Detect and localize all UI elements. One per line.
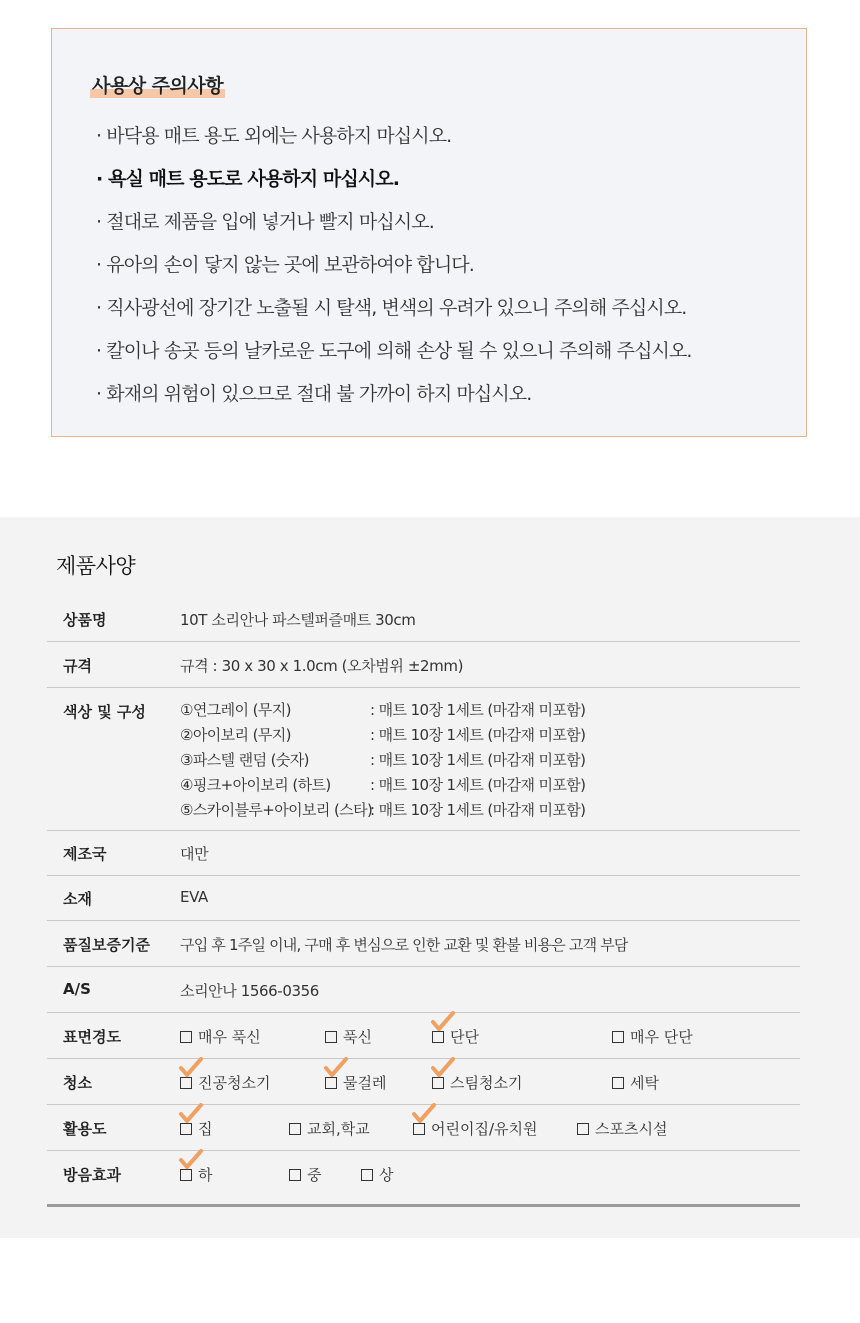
spec-row-size xyxy=(47,642,800,688)
option-hardness-1 xyxy=(325,1026,372,1047)
checkbox-icon xyxy=(180,1123,192,1135)
spec-row-usage xyxy=(47,1105,800,1151)
row-label: 표면경도 xyxy=(63,1028,121,1046)
option-label: 스팀청소기 xyxy=(450,1074,523,1092)
caution-title-text: 사용상 주의사항 xyxy=(92,75,224,97)
composition-name: ⑤스카이블루+아이보리 (스타) xyxy=(180,801,373,819)
caution-box xyxy=(51,28,807,437)
composition-desc: : 매트 10장 1세트 (마감재 미포함) xyxy=(370,726,586,744)
spec-row-origin xyxy=(47,831,800,876)
check-mark-icon xyxy=(430,1010,456,1032)
row-label: 청소 xyxy=(63,1074,92,1092)
option-usage-3 xyxy=(577,1118,667,1139)
caution-item: · 직사광선에 장기간 노출될 시 탈색, 변색의 우려가 있으니 주의해 주십시오. xyxy=(96,297,687,319)
option-soundproof-0 xyxy=(180,1164,213,1185)
option-label: 하 xyxy=(198,1166,213,1184)
checkbox-icon xyxy=(432,1077,444,1089)
option-usage-2 xyxy=(413,1118,538,1139)
row-label: 제조국 xyxy=(63,845,107,863)
composition-desc: : 매트 10장 1세트 (마감재 미포함) xyxy=(370,801,586,819)
caution-title xyxy=(92,73,223,99)
row-label: A/S xyxy=(63,980,91,998)
checkbox-icon xyxy=(413,1123,425,1135)
composition-desc: : 매트 10장 1세트 (마감재 미포함) xyxy=(370,751,586,769)
option-label: 교회,학교 xyxy=(307,1120,370,1138)
spec-title: 제품사양 xyxy=(56,554,136,578)
check-mark-icon xyxy=(430,1056,456,1078)
check-mark-icon xyxy=(178,1102,204,1124)
option-label: 단단 xyxy=(450,1028,479,1046)
checkbox-icon xyxy=(577,1123,589,1135)
check-mark-icon xyxy=(178,1056,204,1078)
option-label: 어린이집/유치원 xyxy=(431,1120,538,1138)
checkbox-icon xyxy=(612,1077,624,1089)
option-label: 세탁 xyxy=(630,1074,659,1092)
option-hardness-3 xyxy=(612,1026,693,1047)
check-mark-icon xyxy=(411,1102,437,1124)
caution-item: · 칼이나 송곳 등의 날카로운 도구에 의해 손상 될 수 있으니 주의해 주십시오. xyxy=(96,340,692,362)
option-label: 스포츠시설 xyxy=(595,1120,668,1138)
composition-name: ①연그레이 (무지) xyxy=(180,701,291,719)
option-cleaning-1 xyxy=(325,1072,386,1093)
spec-row-material xyxy=(47,876,800,921)
option-soundproof-1 xyxy=(289,1164,322,1185)
caution-item: · 화재의 위험이 있으므로 절대 불 가까이 하지 마십시오. xyxy=(96,383,532,405)
row-label: 품질보증기준 xyxy=(63,936,150,954)
checkbox-icon xyxy=(325,1031,337,1043)
checkbox-icon xyxy=(361,1169,373,1181)
caution-item: · 바닥용 매트 용도 외에는 사용하지 마십시오. xyxy=(96,125,452,147)
option-hardness-0 xyxy=(180,1026,261,1047)
checkbox-icon xyxy=(289,1123,301,1135)
spec-row-hardness xyxy=(47,1013,800,1059)
row-value: 대만 xyxy=(180,845,209,863)
option-soundproof-2 xyxy=(361,1164,394,1185)
check-mark-icon xyxy=(323,1056,349,1078)
option-label: 상 xyxy=(379,1166,394,1184)
option-label: 푹신 xyxy=(343,1028,372,1046)
option-usage-1 xyxy=(289,1118,370,1139)
option-label: 매우 단단 xyxy=(630,1028,693,1046)
spec-row-composition xyxy=(47,688,800,831)
checkbox-icon xyxy=(432,1031,444,1043)
row-label: 상품명 xyxy=(63,611,107,629)
row-label: 색상 및 구성 xyxy=(63,703,146,721)
composition-name: ②아이보리 (무지) xyxy=(180,726,291,744)
row-value: 구입 후 1주일 이내, 구매 후 변심으로 인한 교환 및 환불 비용은 고객 부담 xyxy=(180,936,628,954)
composition-desc: : 매트 10장 1세트 (마감재 미포함) xyxy=(370,776,586,794)
composition-name: ④핑크+아이보리 (하트) xyxy=(180,776,331,794)
option-label: 집 xyxy=(198,1120,213,1138)
composition-desc: : 매트 10장 1세트 (마감재 미포함) xyxy=(370,701,586,719)
row-label: 활용도 xyxy=(63,1120,107,1138)
spec-row-warranty xyxy=(47,921,800,967)
caution-list xyxy=(96,115,692,416)
caution-item: · 유아의 손이 닿지 않는 곳에 보관하여야 합니다. xyxy=(96,254,474,276)
spec-section xyxy=(0,517,860,1238)
spec-row-as xyxy=(47,967,800,1013)
checkbox-icon xyxy=(180,1077,192,1089)
checkbox-icon xyxy=(325,1077,337,1089)
option-label: 중 xyxy=(307,1166,322,1184)
option-label: 물걸레 xyxy=(343,1074,387,1092)
spec-row-cleaning xyxy=(47,1059,800,1105)
row-label: 소재 xyxy=(63,890,92,908)
checkbox-icon xyxy=(289,1169,301,1181)
checkbox-icon xyxy=(612,1031,624,1043)
row-value: 소리안나 1566-0356 xyxy=(180,982,319,1000)
option-hardness-2 xyxy=(432,1026,479,1047)
caution-item: · 욕실 매트 용도로 사용하지 마십시오. xyxy=(96,168,400,190)
spec-row-product-name xyxy=(47,596,800,642)
row-label: 방음효과 xyxy=(63,1166,121,1184)
row-value: 10T 소리안나 파스텔퍼즐매트 30cm xyxy=(180,611,416,629)
option-label: 매우 푹신 xyxy=(198,1028,261,1046)
check-mark-icon xyxy=(178,1148,204,1170)
caution-item: · 절대로 제품을 입에 넣거나 빨지 마십시오. xyxy=(96,211,434,233)
option-cleaning-3 xyxy=(612,1072,659,1093)
row-value: 규격 : 30 x 30 x 1.0cm (오차범위 ±2mm) xyxy=(180,657,464,675)
checkbox-icon xyxy=(180,1031,192,1043)
option-label: 진공청소기 xyxy=(198,1074,271,1092)
option-usage-0 xyxy=(180,1118,213,1139)
row-value: EVA xyxy=(180,888,208,906)
composition-name: ③파스텔 랜덤 (숫자) xyxy=(180,751,309,769)
option-cleaning-2 xyxy=(432,1072,522,1093)
spec-row-soundproof xyxy=(47,1151,800,1207)
option-cleaning-0 xyxy=(180,1072,270,1093)
checkbox-icon xyxy=(180,1169,192,1181)
row-label: 규격 xyxy=(63,657,92,675)
